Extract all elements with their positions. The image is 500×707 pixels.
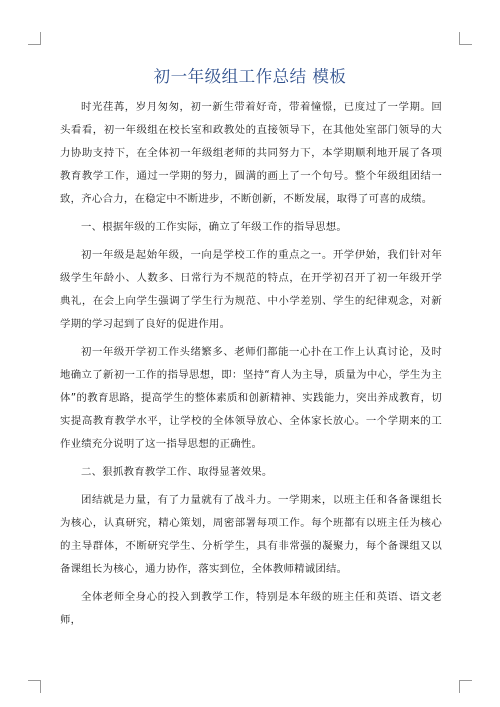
section-heading-2: 二、狠抓教育教学工作、取得显著效果。 <box>81 466 273 478</box>
crop-mark-bottom-left <box>28 680 41 693</box>
paragraph-4: 全体老师全身心的投入到教学工作，特别是本年级的班主任和英语、语文老师， <box>60 591 442 626</box>
crop-mark-bottom-right <box>459 680 472 693</box>
paragraph-intro: 时光荏苒，岁月匆匆，初一新生带着好奇，带着憧憬，已度过了一学期。回头看看，初一年级组在校长室和政教处的直接领导下，在其他处室部门领导的大力协助支持下，在全体初一年级组老师的共同努力下，本学期顺利地开展了各项教育教学工作，通过一学期的努力，圆满的画上了一个句号。整个年级组团结一致，齐心合力，在稳定中不断进步，不断创新，不断发展，取得了可喜的成绩。 <box>60 101 442 205</box>
paragraph-3: 团结就是力量，有了力量就有了战斗力。一学期来，以班主任和各备课组长为核心，认真研究，精心策划，周密部署每项工作。每个班都有以班主任为核心的主导群体，不断研究学生、分析学生，具有非常强的凝聚力，每个备课组又以备课组长为核心，通力协作，落实到位，全体教师精诚团结。 <box>60 494 442 575</box>
paragraph-1: 初一年级是起始年级，一向是学校工作的重点之一。开学伊始，我们针对年级学生年龄小、人数多、日常行为不规范的特点，在开学初召开了初一年级开学典礼，在会上向学生强调了学生行为规范、中小学差别、学生的纪律观念，对新学期的学习起到了良好的促进作用。 <box>60 249 442 330</box>
paragraph-2: 初一年级开学初工作头绪繁多、老师们都能一心扑在工作上认真讨论，及时地确立了新初一工作的指导思想，即：坚持“育人为主导，质量为中心，学生为主体”的教育思路，提高学生的整体素质和创新精神、实践能力，突出养成教育，切实提高教育教学水平，让学校的全体领导放心、全体家长放心。一个学期来的工作业绩充分说明了这一指导思想的正确性。 <box>60 346 442 450</box>
crop-mark-top-right <box>459 32 472 45</box>
crop-mark-top-left <box>28 32 41 45</box>
section-heading-1: 一、根据年级的工作实际，确立了年级工作的指导思想。 <box>81 221 348 233</box>
document-body <box>60 96 442 637</box>
document-title: 初一年级组工作总结 模板 <box>153 67 347 86</box>
